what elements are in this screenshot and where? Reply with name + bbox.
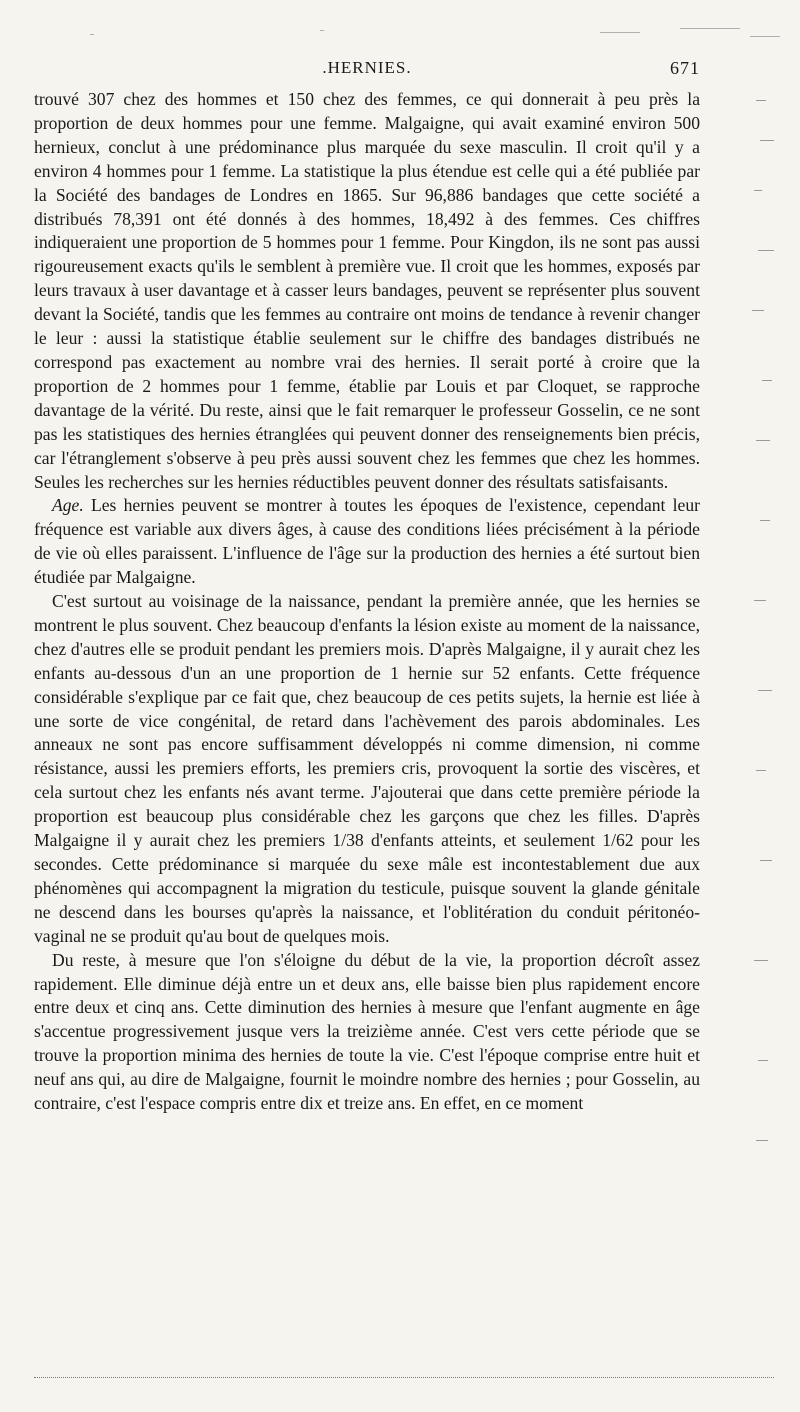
- paragraph-text: trouvé 307 chez des hommes et 150 chez des femmes, ce qui donnerait à peu près la proportion de deux hommes pour une femme. Malgaigne, qui avait examiné environ 500 hernieux, conclut à une prédominance plus marquée du sexe masculin. Il croit qu'il y a environ 4 hommes pour 1 femme. La statistique la plus étendue est celle qui a été publiée par la Société des bandages de Londres en 1865. Sur 96,886 bandages que cette société a distribués 78,391 ont été donnés à des hommes, 18,492 à des femmes. Ces chiffres indiqueraient une proportion de 5 hommes pour 1 femme. Pour Kingdon, ils ne sont pas aussi rigoureusement exacts qu'ils le semblent à première vue. Il croit que les hommes, exposés par leurs travaux à user davantage et à casser leurs bandages, peuvent se représenter plus souvent devant la Société, tandis que les femmes au contraire ont moins de tendance à revenir changer le leur : aussi la statistique établie seulement sur le chiffre des bandages distribués ne correspond pas exactement au nombre vrai des hernies. Il serait porté à croire que la proportion de 2 hommes pour 1 femme, établie par Louis et par Cloquet, se rapproche davantage de la vérité. Du reste, ainsi que le fait remarquer le professeur Gosselin, ce ne sont pas les statistiques des hernies étranglées qui peuvent donner des renseignements bien précis, car l'étranglement s'observe à peu près aussi souvent chez les femmes que chez les hommes. Seules les recherches sur les hernies réductibles peuvent donner des résultats satisfaisants.: [34, 89, 700, 492]
- bottom-rule: [34, 1377, 774, 1378]
- scan-noise-margin: [752, 100, 782, 1200]
- section-label: Age.: [52, 495, 84, 516]
- body-text: [34, 88, 700, 1116]
- running-head: [34, 58, 700, 84]
- scan-noise-top: [80, 20, 780, 50]
- running-title: .HERNIES.: [322, 58, 412, 77]
- paragraph-text: Les hernies peuvent se montrer à toutes les époques de l'existence, cependant leur fréquence est variable aux divers âges, à cause des conditions liées précisément à la période de vie où elles paraissent. L'influence de l'âge sur la production des hernies a été surtout bien étudiée par Malgaigne.: [34, 495, 700, 588]
- paragraph: [34, 494, 700, 590]
- paragraph: [34, 88, 700, 494]
- paragraph: [34, 949, 700, 1116]
- paragraph-text: C'est surtout au voisinage de la naissance, pendant la première année, que les hernies se montrent le plus souvent. Chez beaucoup d'enfants la lésion existe au moment de la naissance, chez d'autres elle se produit pendant les premiers mois. D'après Malgaigne, il y aurait chez les enfants au-dessous d'un an une proportion de 1 hernie sur 52 enfants. Cette fréquence considérable s'explique par ce fait que, chez beaucoup de ces petits sujets, la hernie est liée à une sorte de vice congénital, de retard dans l'achèvement des parois abdominales. Les anneaux ne sont pas encore suffisamment développés ni comme dimension, ni comme résistance, aussi les premiers efforts, les premiers cris, provoquent la sortie des viscères, et cela surtout chez les enfants nés avant terme. J'ajouterai que dans cette première période la proportion est beaucoup plus considérable chez les garçons que chez les filles. D'après Malgaigne il y aurait chez les premiers 1/38 d'enfants atteints, et seulement 1/62 pour les secondes. Cette prédominance si marquée du sexe mâle est incontestablement due aux phénomènes qui accompagnent la migration du testicule, puisque souvent la glande génitale ne descend dans les bourses qu'après la naissance, et l'oblitération du conduit péritonéo-vaginal ne se produit qu'au bout de quelques mois.: [34, 591, 700, 946]
- paragraph-text: Du reste, à mesure que l'on s'éloigne du début de la vie, la proportion décroît assez rapidement. Elle diminue déjà entre un et deux ans, elle baisse bien plus rapidement encore entre deux et cinq ans. Cette diminution des hernies à mesure que l'enfant augmente en âge s'accentue progressivement jusque vers la treizième année. C'est vers cette période que se trouve la proportion minima des hernies de toute la vie. C'est l'époque comprise entre huit et neuf ans qui, au dire de Malgaigne, fournit le moindre nombre des hernies ; pour Gosselin, au contraire, c'est l'espace compris entre dix et treize ans. En effet, en ce moment: [34, 949, 700, 1114]
- paragraph: [34, 590, 700, 949]
- page-number: 671: [670, 58, 700, 78]
